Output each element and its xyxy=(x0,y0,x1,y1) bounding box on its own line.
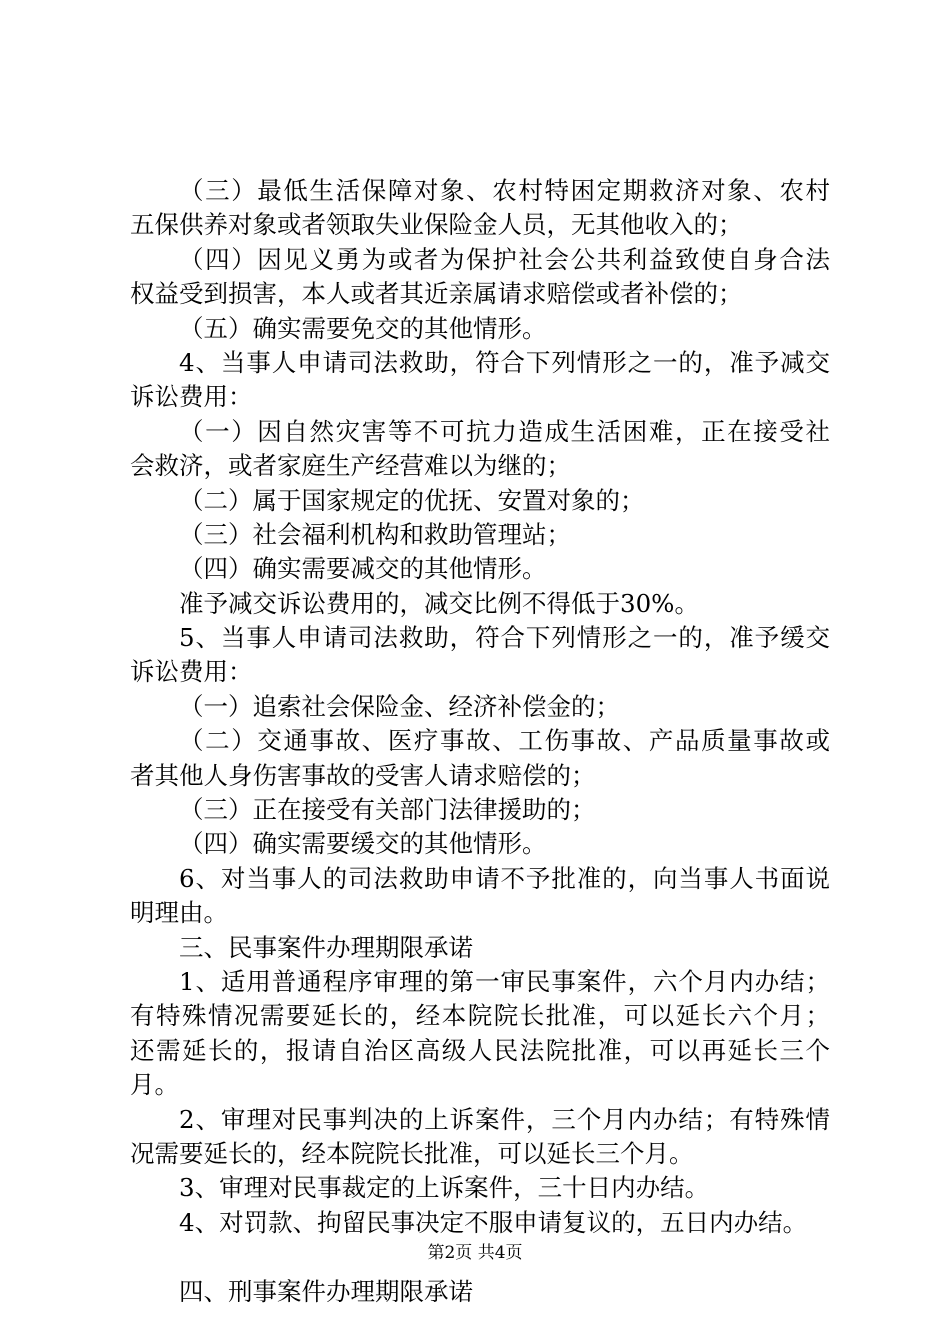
text-line: 4、当事人申请司法救助，符合下列情形之一的，准予减交 xyxy=(179,347,830,377)
text-line: 明理由。 xyxy=(130,898,228,928)
text-line: 月。 xyxy=(130,1070,179,1100)
text-line: 权益受到损害，本人或者其近亲属请求赔偿或者补偿的； xyxy=(130,279,743,309)
text-line: （二）交通事故、医疗事故、工伤事故、产品质量事故或 xyxy=(179,726,830,756)
text-line: 准予减交诉讼费用的，减交比例不得低于30%。 xyxy=(179,588,699,618)
text-line: 4、对罚款、拘留民事决定不服申请复议的，五日内办结。 xyxy=(179,1207,808,1237)
text-line: 诉讼费用： xyxy=(130,382,253,412)
document-body xyxy=(130,174,830,1309)
section-heading: 四、刑事案件办理期限承诺 xyxy=(179,1276,473,1306)
text-line: （四）确实需要缓交的其他情形。 xyxy=(179,829,547,859)
text-line: 者其他人身伤害事故的受害人请求赔偿的； xyxy=(130,760,596,790)
text-line: 会救济，或者家庭生产经营难以为继的； xyxy=(130,451,571,481)
text-line: （三）最低生活保障对象、农村特困定期救济对象、农村 xyxy=(179,176,830,205)
page-number-label: 第2页 共4页 xyxy=(427,1243,523,1263)
text-line: 5、当事人申请司法救助，符合下列情形之一的，准予缓交 xyxy=(179,623,830,653)
text-line: 还需延长的，报请自治区高级人民法院批准，可以再延长三个 xyxy=(130,1035,830,1065)
text-line: （四）因见义勇为或者为保护社会公共利益致使自身合法 xyxy=(179,244,830,274)
section-heading: 三、民事案件办理期限承诺 xyxy=(179,932,473,962)
text-line: 6、对当事人的司法救助申请不予批准的，向当事人书面说 xyxy=(179,863,830,893)
text-line: （一）因自然灾害等不可抗力造成生活困难，正在接受社 xyxy=(179,416,830,446)
text-line: 3、审理对民事裁定的上诉案件，三十日内办结。 xyxy=(179,1173,710,1203)
page-footer xyxy=(0,1242,950,1264)
text-line: （一）追索社会保险金、经济补偿金的； xyxy=(179,691,620,721)
text-line: （三）社会福利机构和救助管理站； xyxy=(179,519,571,549)
text-line: 诉讼费用： xyxy=(130,657,253,687)
text-line: （二）属于国家规定的优抚、安置对象的； xyxy=(179,485,645,515)
text-line: 有特殊情况需要延长的，经本院院长批准，可以延长六个月； xyxy=(130,1001,830,1031)
text-line: （五）确实需要免交的其他情形。 xyxy=(179,313,547,343)
text-line: 五保供养对象或者领取失业保险金人员，无其他收入的； xyxy=(130,210,743,240)
text-line: （三）正在接受有关部门法律援助的； xyxy=(179,795,596,825)
text-line: 况需要延长的，经本院院长批准，可以延长三个月。 xyxy=(130,1138,694,1168)
text-line: 2、审理对民事判决的上诉案件，三个月内办结；有特殊情 xyxy=(179,1104,830,1134)
text-line: 1、适用普通程序审理的第一审民事案件，六个月内办结； xyxy=(179,966,830,996)
text-line: （四）确实需要减交的其他情形。 xyxy=(179,554,547,584)
